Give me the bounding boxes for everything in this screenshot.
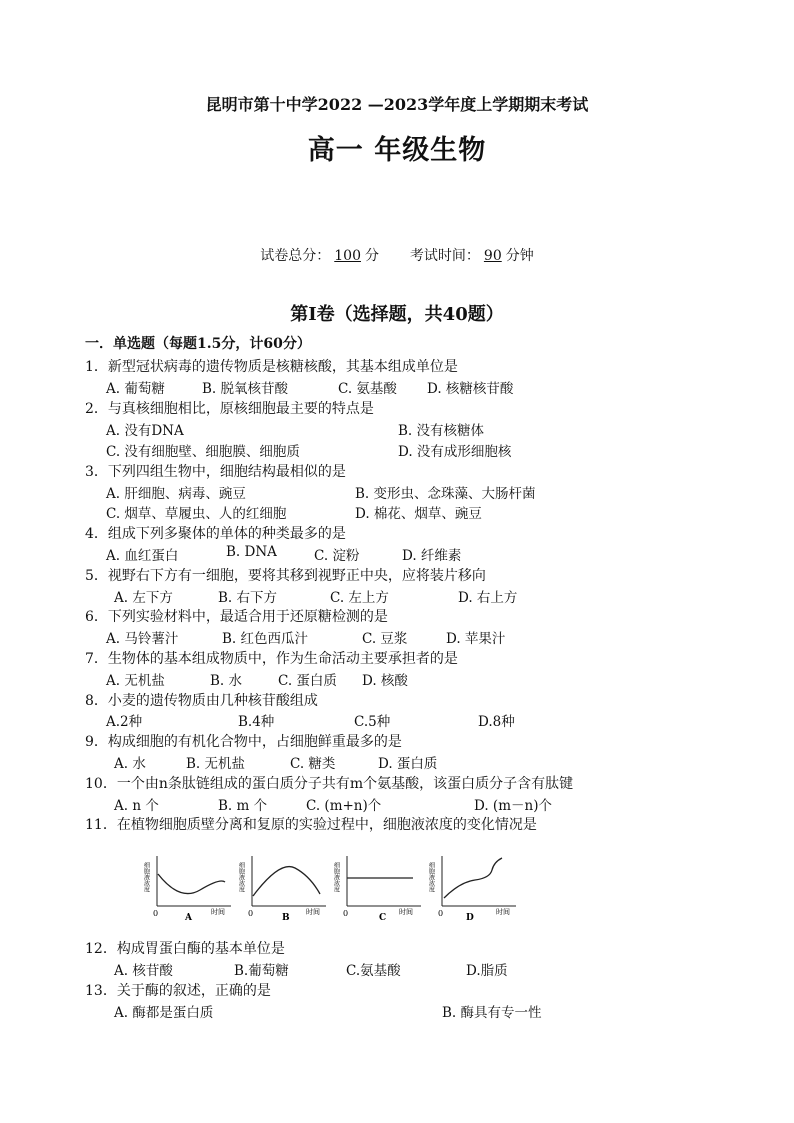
q12-option-b: B.葡萄糖	[234, 963, 289, 979]
graph-d	[427, 852, 520, 923]
school-exam-line: 昆明市第十中学2022 —2023学年度上学期期末考试	[205, 95, 589, 114]
question-7: 7．生物体的基本组成物质中，作为生命活动主要承担者的是	[85, 651, 458, 667]
q2-option-c: C. 没有细胞壁、细胞膜、细胞质	[106, 444, 300, 460]
q4-option-c: C. 淀粉	[314, 548, 360, 564]
q9-option-a: A. 水	[114, 756, 146, 772]
q7-option-a: A. 无机盐	[106, 673, 165, 689]
question-6: 6．下列实验材料中，最适合用于还原糖检测的是	[85, 609, 388, 625]
question-13: 13．关于酶的叙述，正确的是	[85, 983, 271, 999]
q12-option-c: C.氨基酸	[346, 963, 401, 979]
q10-option-a: A. n 个	[114, 798, 159, 814]
q2-option-d: D. 没有成形细胞核	[398, 444, 512, 460]
q2-option-b: B. 没有核糖体	[398, 423, 485, 439]
q4-option-a: A. 血红蛋白	[106, 548, 179, 564]
graph-c-xlabel: 时间	[399, 908, 413, 916]
graph-b-origin: 0	[248, 909, 254, 918]
question-12: 12．构成胃蛋白酶的基本单位是	[85, 941, 285, 957]
q8-option-b: B.4种	[238, 714, 275, 730]
q6-option-c: C. 豆浆	[362, 631, 408, 647]
question-4: 4．组成下列多聚体的单体的种类最多的是	[85, 526, 346, 542]
q5-option-c: C. 左上方	[330, 590, 389, 606]
q9-option-c: C. 糖类	[290, 756, 336, 772]
graph-b-label: B	[282, 913, 290, 923]
q7-option-d: D. 核酸	[362, 673, 408, 689]
graph-b	[237, 852, 330, 923]
graph-a	[142, 852, 235, 923]
question-11: 11．在植物细胞质壁分离和复原的实验过程中，细胞液浓度的变化情况是	[85, 817, 537, 833]
q5-option-d: D. 右上方	[458, 590, 518, 606]
exam-time-unit: 分钟	[505, 248, 534, 264]
q6-option-d: D. 苹果汁	[446, 631, 506, 647]
q9-option-b: B. 无机盐	[186, 756, 246, 772]
question-5: 5．视野右下方有一细胞，要将其移到视野正中央，应将装片移向	[85, 568, 486, 584]
q5-option-b: B. 右下方	[218, 590, 278, 606]
graph-b-curve	[253, 867, 320, 896]
q8-option-d: D.8种	[478, 714, 515, 730]
graph-a-curve	[158, 874, 225, 894]
q8-option-c: C.5种	[354, 714, 391, 730]
q1-option-b: B. 脱氧核苷酸	[202, 381, 289, 397]
graph-a-label: A	[185, 913, 192, 923]
q10-option-c: C. (m+n)个	[306, 798, 382, 814]
graph-d-label: D	[466, 913, 474, 923]
q6-option-a: A. 马铃薯汁	[106, 631, 179, 647]
q10-option-d: D. (m－n)个	[474, 798, 552, 814]
q7-option-c: C. 蛋白质	[278, 673, 337, 689]
total-score-unit: 分	[365, 248, 379, 264]
q13-option-a: A. 酶都是蛋白质	[114, 1005, 214, 1021]
graph-b-ylabel: 细胞液浓度	[237, 862, 245, 892]
q9-option-d: D. 蛋白质	[378, 756, 438, 772]
total-score-label: 试卷总分：	[260, 248, 331, 264]
q1-option-c: C. 氨基酸	[338, 381, 397, 397]
graph-c-origin: 0	[343, 909, 349, 918]
question-2: 2．与真核细胞相比，原核细胞最主要的特点是	[85, 401, 374, 417]
question-3: 3．下列四组生物中，细胞结构最相似的是	[85, 464, 346, 480]
total-score-value: 100	[334, 248, 361, 264]
q3-option-a: A. 肝细胞、病毒、豌豆	[106, 486, 246, 502]
exam-meta	[0, 245, 794, 265]
q13-option-b: B. 酶具有专一性	[442, 1005, 542, 1021]
exam-time-value: 90	[483, 248, 502, 264]
exam-title: 高一 年级生物	[307, 135, 487, 166]
question-9: 9．构成细胞的有机化合物中，占细胞鲜重最多的是	[85, 734, 402, 750]
graph-c-ylabel: 细胞液浓度	[332, 862, 340, 892]
q3-option-d: D. 棉花、烟草、豌豆	[355, 506, 482, 522]
q12-option-d: D.脂质	[466, 963, 508, 979]
graph-a-origin: 0	[153, 909, 159, 918]
graph-a-ylabel: 细胞液浓度	[142, 862, 150, 892]
section-title: 一．单选题（每题1.5分，计60分）	[85, 336, 311, 352]
q3-option-b: B. 变形虫、念珠藻、大肠杆菌	[355, 486, 536, 502]
question-10: 10．一个由n条肽链组成的蛋白质分子共有m个氨基酸，该蛋白质分子含有肽键	[85, 776, 574, 792]
part-title: 第Ⅰ卷（选择题，共40题）	[290, 304, 504, 325]
question-8: 8．小麦的遗传物质由几种核苷酸组成	[85, 693, 318, 709]
q1-option-d: D. 核糖核苷酸	[427, 381, 514, 397]
q7-option-b: B. 水	[210, 673, 243, 689]
q6-option-b: B. 红色西瓜汁	[222, 631, 309, 647]
graph-d-xlabel: 时间	[496, 908, 510, 916]
graph-d-origin: 0	[438, 909, 444, 918]
q10-option-b: B. m 个	[218, 798, 268, 814]
question-1: 1．新型冠状病毒的遗传物质是核糖核酸，其基本组成单位是	[85, 359, 458, 375]
q1-option-a: A. 葡萄糖	[106, 381, 165, 397]
q8-option-a: A.2种	[106, 714, 143, 730]
graph-d-curve	[444, 858, 502, 898]
q12-option-a: A. 核苷酸	[114, 963, 173, 979]
q3-option-c: C. 烟草、草履虫、人的红细胞	[106, 506, 287, 522]
graph-d-ylabel: 细胞液浓度	[427, 862, 435, 892]
q4-option-b: B. DNA	[226, 544, 277, 560]
graph-c-label: C	[379, 913, 387, 923]
q2-option-a: A. 没有DNA	[106, 423, 184, 439]
graph-c	[332, 852, 425, 923]
graph-b-xlabel: 时间	[306, 908, 320, 916]
q5-option-a: A. 左下方	[114, 590, 173, 606]
q4-option-d: D. 纤维素	[402, 548, 462, 564]
exam-time-label: 考试时间：	[409, 248, 480, 264]
graph-a-xlabel: 时间	[211, 908, 225, 916]
